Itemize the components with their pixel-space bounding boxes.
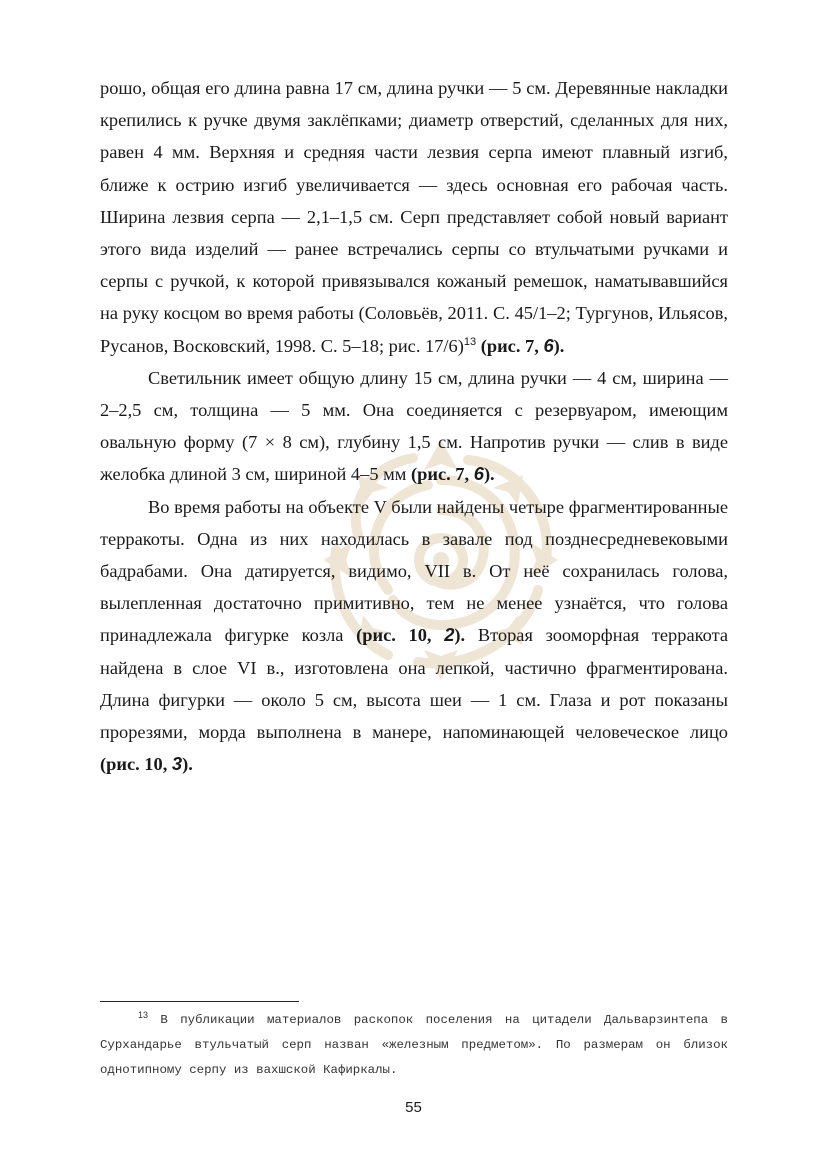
figure-reference bbox=[481, 336, 565, 356]
paragraph bbox=[100, 72, 728, 362]
figure-reference-number: 6 bbox=[473, 463, 484, 485]
main-text bbox=[100, 72, 728, 780]
figure-reference-number: 6 bbox=[543, 334, 554, 356]
paragraph-text: Во время работы на объекте V были найдены четыре фрагментированные терракоты. Одна из них находилась в завале под позднесредневековыми бадрабами. Она датируется, видимо, VII в. От неё сохранилась голова, вылепленная достаточно примитивно, тем не менее узнаётся, что голова принадлежала фигурке козла bbox=[100, 496, 728, 646]
figure-reference bbox=[356, 625, 465, 645]
figure-reference-close: ). bbox=[553, 335, 565, 356]
paragraph bbox=[100, 362, 728, 491]
footnote bbox=[100, 1008, 728, 1083]
figure-reference-number: 3 bbox=[171, 753, 183, 775]
paragraph-text: рошо, общая его длина равна 17 см, длина ручки — 5 см. Деревянные накладки крепились к ручке двумя заклёпками; диаметр отверстий, сделанных для них, равен 4 мм. Верхняя и средняя части лезвия серпа имеют плавный изгиб, ближе к острию изгиб увеличивается — здесь основная его рабочая часть. Ширина лезвия серпа — 2,1–1,5 см. Серп представляет собой новый вариант этого вида изделий — ранее встречались серпы со втульчатыми ручками и серпы с ручкой, к которой привязывался кожаный ремешок, наматывавшийся на руку косцом во время работы (Соловьёв, 2011. С. 45/1–2; Тургунов, Ильясов, Русанов, Восковский, 1998. С. 5–18; рис. 17/6) bbox=[100, 78, 728, 356]
figure-reference-close: ). bbox=[454, 625, 466, 646]
figure-reference-text: (рис. 10, bbox=[356, 625, 445, 646]
figure-reference-number: 2 bbox=[444, 624, 455, 646]
figure-reference-text: (рис. 10, bbox=[100, 754, 172, 775]
paragraph-text: Вторая зооморфная терракота найдена в слое VI в., изготовлена она лепкой, частично фрагментирована. Длина фигурки — около 5 см, высота шеи — 1 см. Глаза и рот показаны прорезями, морда выполнена в манере, напоминающей человеческое лицо bbox=[100, 625, 728, 743]
footnote-divider bbox=[100, 1001, 299, 1002]
figure-reference-text: (рис. 7, bbox=[411, 464, 474, 485]
footnote-paragraph bbox=[100, 1008, 728, 1083]
footnote-marker[interactable]: 13 bbox=[463, 335, 477, 348]
figure-reference bbox=[100, 754, 193, 774]
paragraph-text: Светильник имеет общую длину 15 см, длина ручки — 4 см, ширина — 2–2,5 см, толщина — 5 мм. Она соединяется с резервуаром, имеющим овальную форму (7 × 8 см), глубину 1,5 см. Напротив ручки — слив в виде желобка длиной 3 см, шириной 4–5 мм bbox=[100, 367, 728, 485]
footnote-text: В публикации материалов раскопок поселения на цитадели Дальварзинтепа в Сурхандарье втульчатый серп назван «железным предметом». По размерам он близок однотипному серпу из вахшской Кафиркалы. bbox=[100, 1013, 728, 1077]
figure-reference-close: ). bbox=[182, 754, 193, 775]
page-number: 55 bbox=[405, 1099, 422, 1116]
figure-reference-text: (рис. 7, bbox=[480, 335, 544, 356]
figure-reference-close: ). bbox=[483, 464, 495, 485]
footnote-number: 13 bbox=[138, 1009, 149, 1020]
paragraph bbox=[100, 491, 728, 781]
figure-reference bbox=[411, 464, 495, 484]
